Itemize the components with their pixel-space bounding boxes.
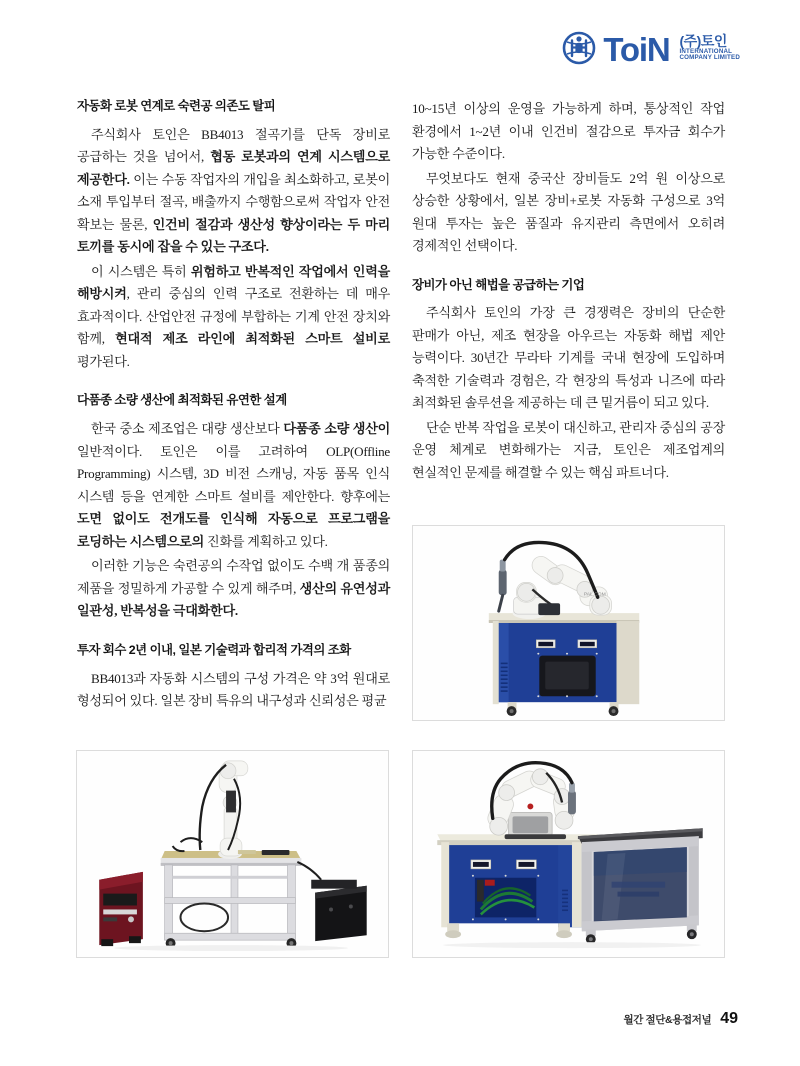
section-heading-solution-provider: 장비가 아닌 해법을 공급하는 기업 <box>412 277 585 292</box>
footer-journal-title: 월간 절단&용접저널 <box>623 1014 712 1026</box>
text-run-bold: 생산의 유연성과 일관성, 반복성을 극대화한다. <box>77 580 390 619</box>
welding-robot-cell-photo <box>76 750 389 958</box>
toin-wordmark: ToiN <box>603 30 670 68</box>
text-run: 한국 중소 제조업은 대량 생산보다 <box>91 421 284 437</box>
text-run-bold: 도면 없이도 전개도를 인식해 자동으로 프로그램을 로딩하는 시스템으로의 <box>77 511 390 549</box>
robot-cell-with-enclosure-photo <box>412 750 725 958</box>
logo-english-line2: COMPANY LIMITED <box>679 54 740 62</box>
text-run-bold: 협동 로봇과의 연계 시스템으로 제공한다. <box>77 149 390 187</box>
text-run: 평가된다. <box>77 353 130 369</box>
paragraph-automation-2 <box>77 261 390 374</box>
right-text-column <box>412 98 725 486</box>
text-run: 일반적이다. 토인은 이를 고려하여 OLP(Offline Programming) 시스템, 3D 비전 스캐닝, 자동 품목 인식 시스템 등을 연계한 스마트 설비를 제안한다. 향후에는 <box>77 443 390 504</box>
text-run: 이는 수동 작업자의 개입을 최소화하고, 로봇이 소재 투입부터 절곡, 배출까지 수행함으로써 작업자 안전 확보는 물론, <box>77 171 390 232</box>
text-run-bold: 현대적 제조 라인에 최적화된 스마트 설비로 <box>115 331 390 347</box>
paragraph-roi-2: 무엇보다도 현재 중국산 장비들도 2억 원 이상으로 상승한 상황에서, 일본 장비+로봇 자동화 구성으로 3억 원대 투자는 높은 품질과 유지관리 측면에서 오히려 경제적인 선택이다. <box>412 170 725 254</box>
text-run: 이 시스템은 특히 <box>91 263 191 279</box>
paragraph-solution-1: 주식회사 토인의 가장 큰 경쟁력은 장비의 단순한 판매가 아닌, 제조 현장을 아우르는 자동화 해법 제안 능력이다. 30년간 무라타 기계를 국내 현장에 도입하며 축적한 기술력과 경험은, 각 현장의 특성과 니즈에 따라 최적화된 솔루션을 제공하는 데 큰 밑거름이 되고 있다. <box>412 305 725 411</box>
paragraph-roi-continued: 10~15년 이상의 운영을 가능하게 하며, 통상적인 작업 환경에서 1~2년 이내 인건비 절감으로 투자금 회수가 가능한 수준이다. <box>412 101 725 162</box>
logo-english-line1: INTERNATIONAL <box>679 47 733 55</box>
text-run-bold: 인건비 절감과 생산성 향상이라는 두 마리 토끼를 동시에 잡을 수 있는 구조다. <box>77 216 390 255</box>
paragraph-flexible-1 <box>77 418 390 553</box>
paragraph-automation-1 <box>77 124 390 259</box>
paragraph-roi-1: BB4013과 자동화 시스템의 구성 가격은 약 3억 원대로 형성되어 있다. 일본 장비 특유의 내구성과 신뢰성은 평균 <box>77 670 390 709</box>
paragraph-solution-2: 단순 반복 작업을 로봇이 대신하고, 관리자 중심의 공장 운영 체계로 변화해가는 지금, 토인은 제조업계의 현실적인 문제를 해결할 수 있는 핵심 파트너다. <box>412 419 725 480</box>
page-footer <box>624 1010 738 1028</box>
logo-korean-name: (주)토인 <box>679 33 727 50</box>
page-number: 49 <box>720 1010 738 1027</box>
section-heading-flexible-design: 다품종 소량 생산에 최적화된 유연한 설계 <box>77 393 287 408</box>
text-run: 진화를 계획하고 있다. <box>204 533 328 549</box>
text-run: 주식회사 토인은 BB4013 절곡기를 단독 장비로 공급하는 것을 넘어서, <box>77 126 390 165</box>
text-run: 이러한 기능은 숙련공의 수작업 없이도 수백 개 품종의 제품을 정밀하게 가공할 수 있게 해주며, <box>77 558 390 596</box>
section-heading-automation: 자동화 로봇 연계로 숙련공 의존도 탈피 <box>77 99 276 113</box>
collaborative-robot-on-blue-cabinet-photo <box>412 525 725 721</box>
section-heading-roi: 투자 회수 2년 이내, 일본 기술력과 합리적 가격의 조화 <box>77 642 351 657</box>
text-run-bold: 위험하고 반복적인 작업에서 인력을 해방시켜 <box>77 263 390 302</box>
left-text-column <box>77 98 390 715</box>
paragraph-flexible-2 <box>77 555 390 623</box>
svg-text:PAL.COM: PAL.COM <box>583 592 606 598</box>
text-run-bold: 다품종 소량 생산이 <box>283 421 390 437</box>
toin-globe-figure-icon <box>562 31 596 65</box>
text-run: , 관리 중심의 인력 구조로 전환하는 데 매우 효과적이다. 산업안전 규정에 부합하는 기계 안전 장치와 함께, <box>77 286 390 347</box>
logo-text-block <box>676 34 740 62</box>
masthead-logo <box>562 24 740 72</box>
